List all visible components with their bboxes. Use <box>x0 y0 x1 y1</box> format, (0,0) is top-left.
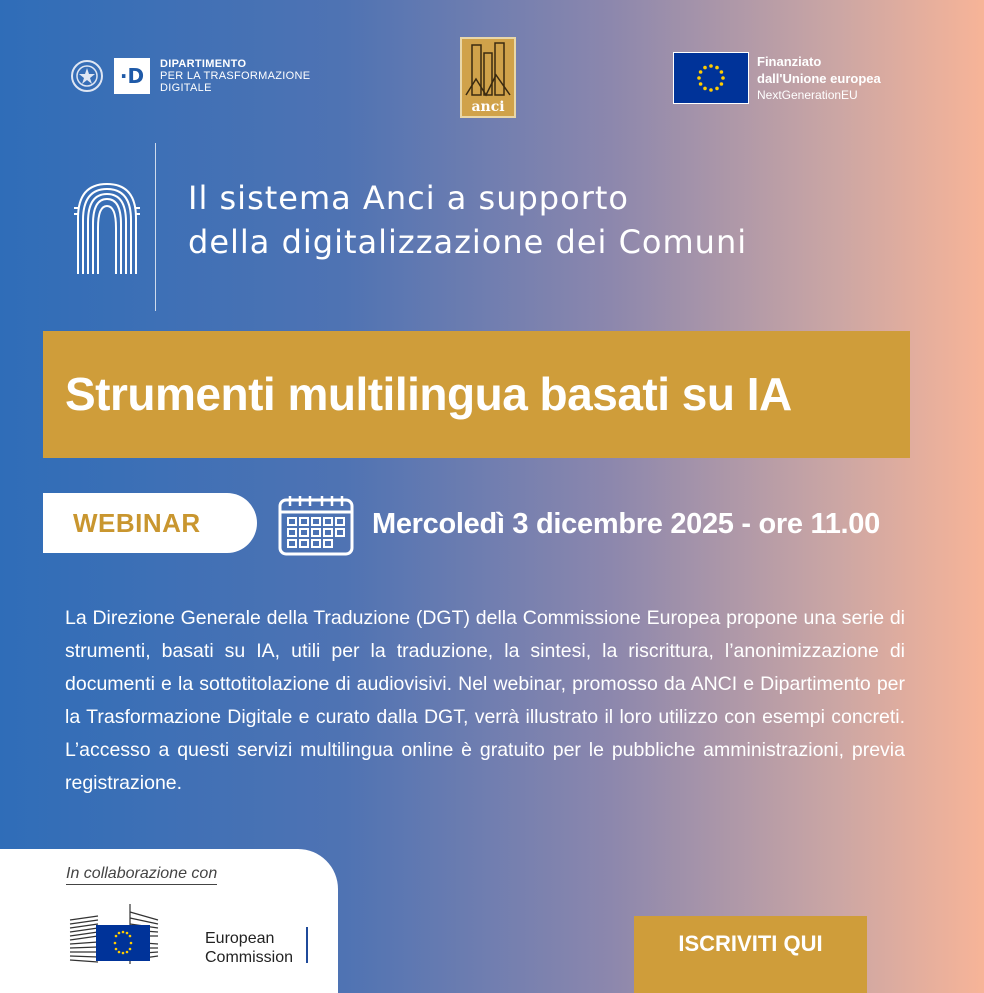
italian-emblem-icon <box>70 59 104 93</box>
european-commission-text: European Commission <box>205 930 294 966</box>
series-title: Il sistema Anci a supporto della digitalizzazione dei Comuni <box>188 179 748 261</box>
event-date: Mercoledì 3 dicembre 2025 - ore 11.00 <box>372 508 880 540</box>
anci-logo-icon <box>460 37 516 118</box>
event-description: La Direzione Generale della Traduzione (DGT) della Commissione Europea propone una serie di strumenti, basati su IA, utili per la traduzione, la sintesi, la riscrittura, l’anonimizzazione di documenti e la sottotitolazione di audiovisivi. Nel webinar, promosso da ANCI e Dipartimento per la Trasformazione Digitale e curato dalla DGT, verrà illustrato il loro utilizzo con esempi concreti. L’accesso a questi servizi multilingua online è gratuito per le pubbliche amministrazioni, previa registrazione. <box>65 607 905 794</box>
department-badge: ·D <box>114 58 150 94</box>
collaboration-box <box>0 849 338 993</box>
calendar-icon <box>278 492 354 556</box>
collaboration-label: In collaborazione con <box>66 865 217 885</box>
divider <box>155 143 156 311</box>
register-button[interactable]: ISCRIVITI QUI <box>634 916 867 993</box>
webinar-badge: WEBINAR <box>43 493 257 553</box>
ec-separator <box>306 927 308 963</box>
department-logo <box>70 58 310 94</box>
european-commission-logo-icon <box>68 902 178 966</box>
arch-fingerprint-icon <box>72 178 142 278</box>
svg-text:anci: anci <box>471 99 505 115</box>
department-name: DIPARTIMENTO PER LA TRASFORMAZIONE DIGITALE <box>160 58 311 94</box>
page-title: Strumenti multilingua basati su IA <box>65 368 792 420</box>
title-banner <box>43 331 910 458</box>
eu-funding-logo <box>673 52 881 104</box>
eu-flag-icon <box>673 52 749 104</box>
eu-funding-text: Finanziato dall'Unione europea NextGenerationEU <box>757 53 881 102</box>
